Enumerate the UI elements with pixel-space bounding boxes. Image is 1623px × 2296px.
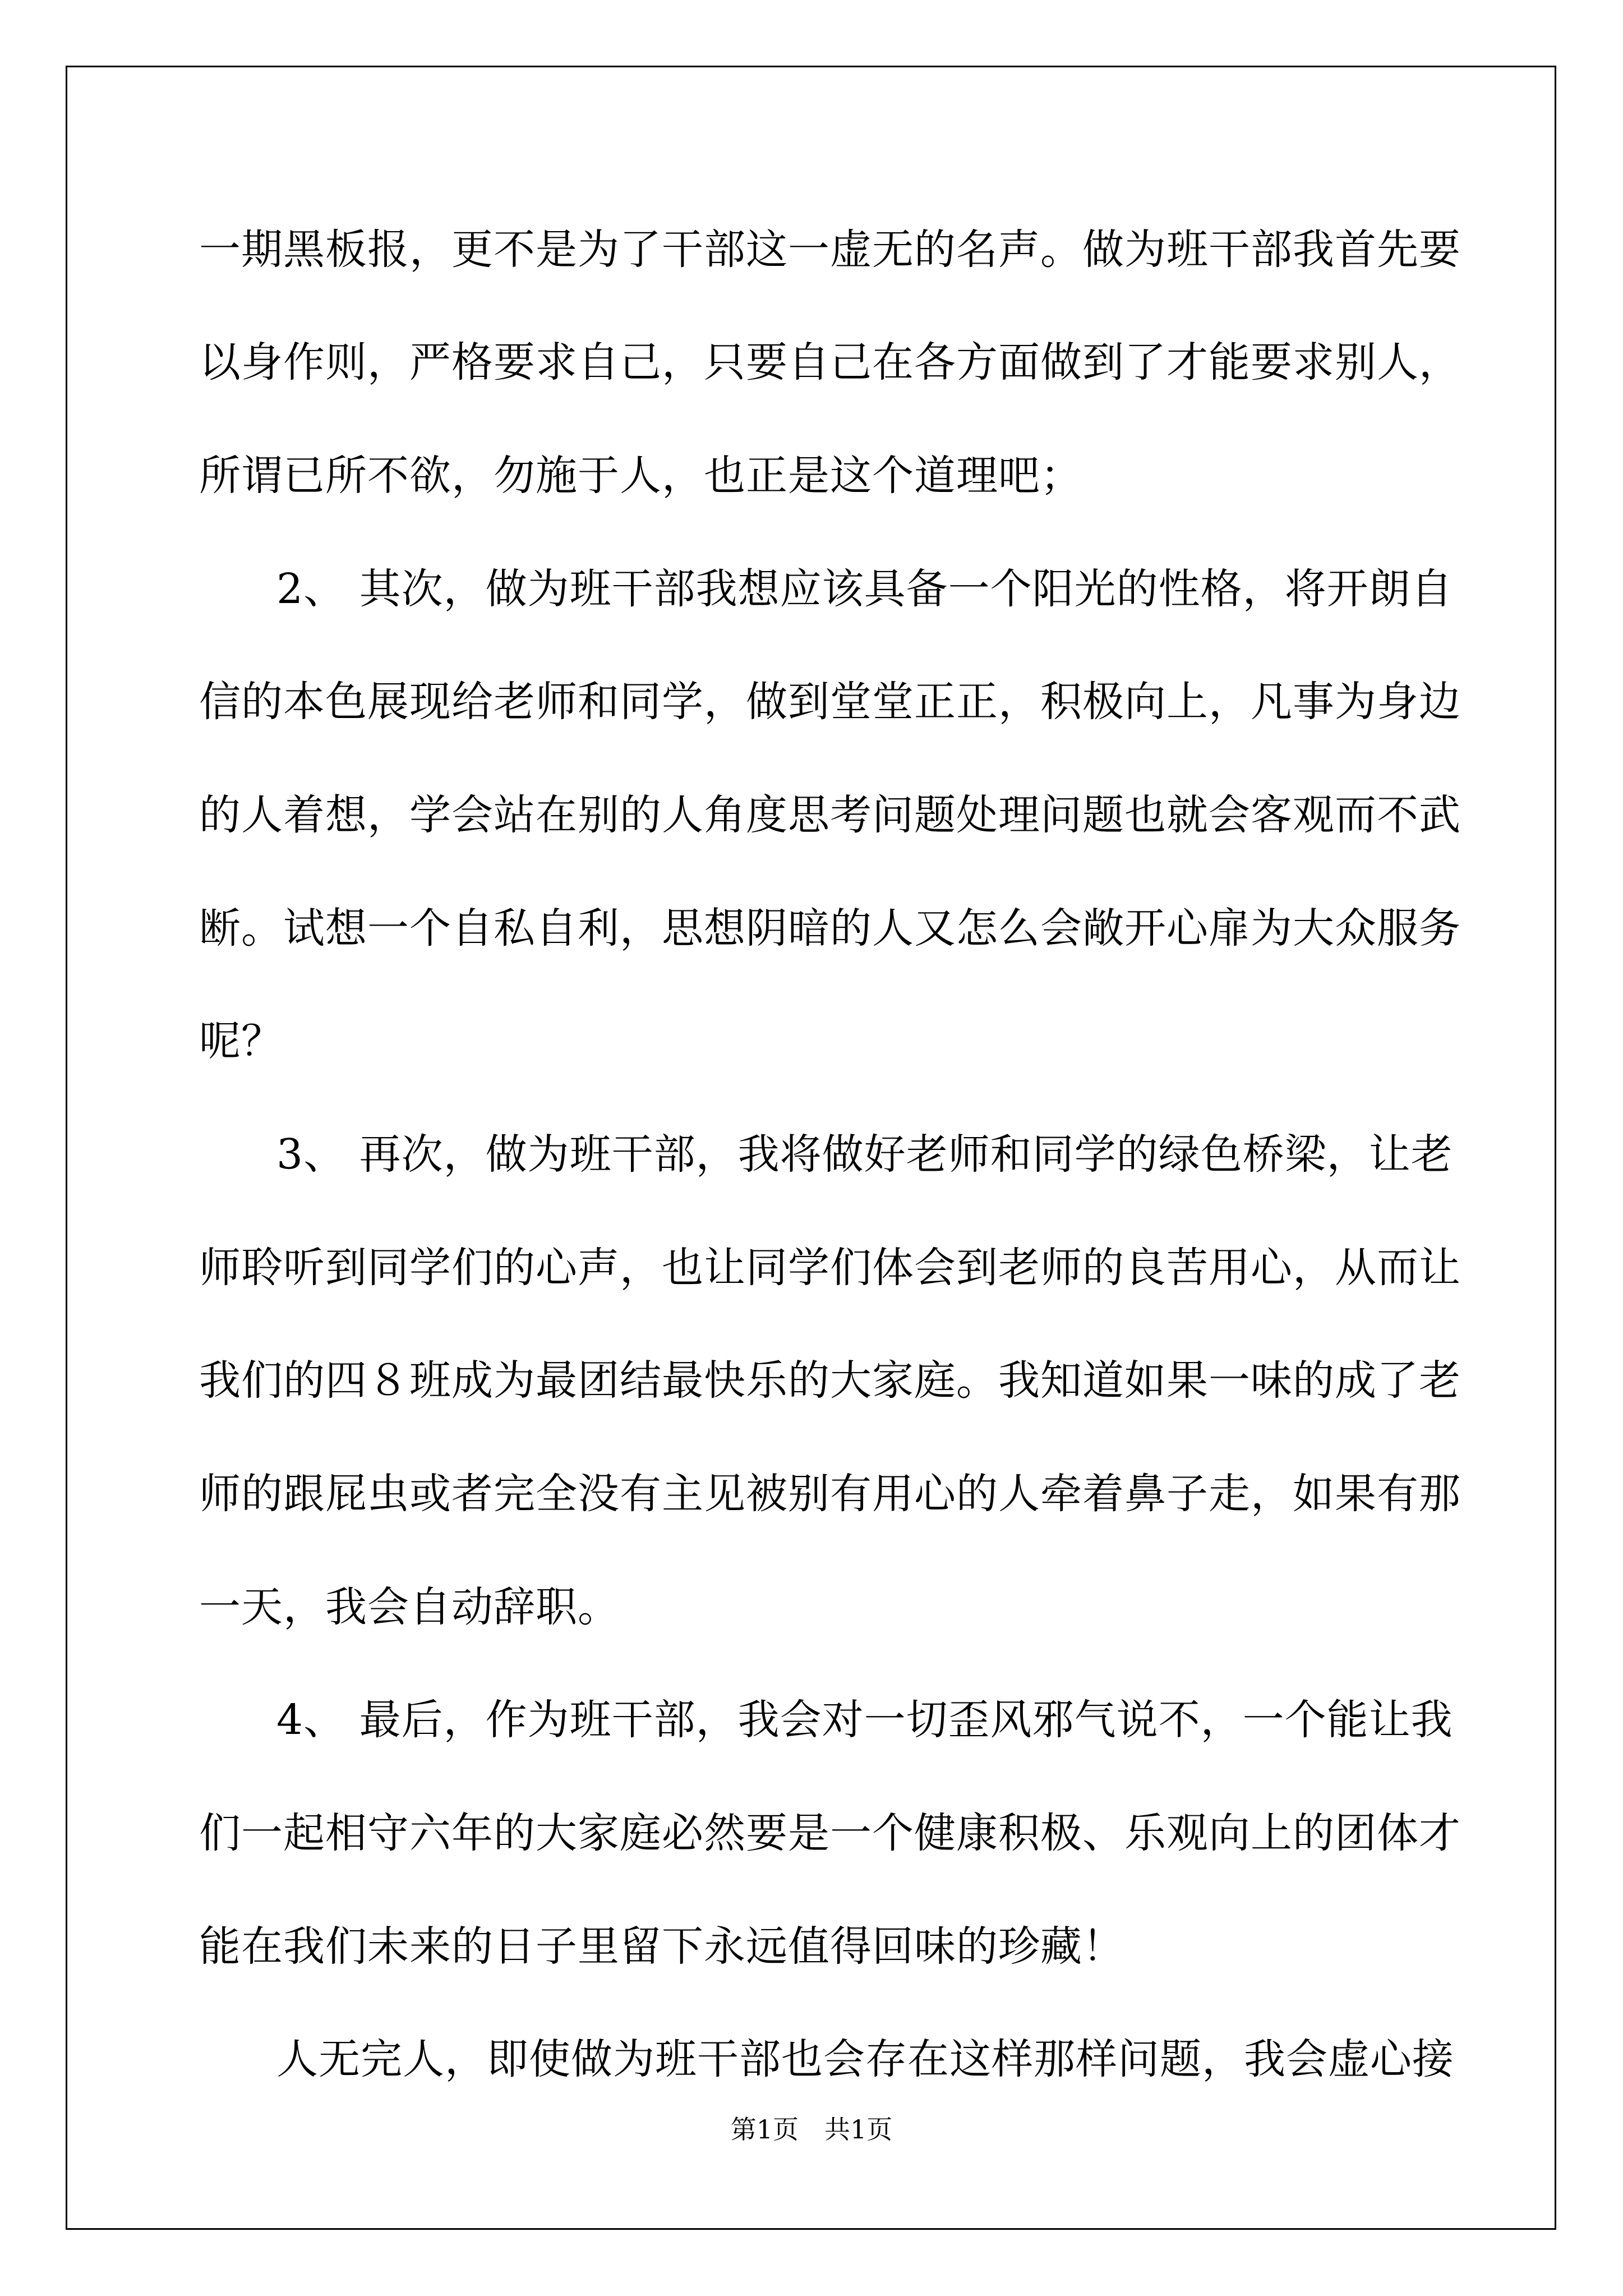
text-line: 一期黑板报，更不是为了干部这一虚无的名声。做为班干部我首先要 <box>199 226 1461 274</box>
text-line: 一天，我会自动辞职。 <box>199 1583 620 1631</box>
text-line: 们一起相守六年的大家庭必然要是一个健康积极、乐观向上的团体才 <box>199 1809 1461 1857</box>
text-line: 断。试想一个自私自利，思想阴暗的人又怎么会敞开心扉为大众服务 <box>199 904 1461 953</box>
text-line: 能在我们未来的日子里留下永远值得回味的珍藏！ <box>199 1922 1124 1971</box>
text-line: 师的跟屁虫或者完全没有主见被别有用心的人牵着鼻子走，如果有那 <box>199 1470 1461 1518</box>
text-line: 信的本色展现给老师和同学，做到堂堂正正，积极向上，凡事为身边 <box>199 678 1461 726</box>
text-line: 我们的四８班成为最团结最快乐的大家庭。我知道如果一味的成了老 <box>199 1356 1461 1405</box>
text-line: 以身作则，严格要求自己，只要自己在各方面做到了才能要求别人， <box>199 338 1461 386</box>
text-line: 师聆听到同学们的心声，也让同学们体会到老师的良苦用心，从而让 <box>199 1244 1461 1292</box>
paragraph-item-2: 2、 其次，做为班干部我想应该具备一个阳光的性格，将开朗自 <box>276 565 1453 613</box>
paragraph-item-4: 4、 最后，作为班干部，我会对一切歪风邪气说不，一个能让我 <box>276 1696 1453 1744</box>
paragraph-item-3: 3、 再次，做为班干部，我将做好老师和同学的绿色桥梁，让老 <box>276 1130 1453 1179</box>
text-line: 所谓已所不欲，勿施于人，也正是这个道理吧； <box>199 452 1082 500</box>
page-footer: 第1页 共1页 <box>730 2114 893 2145</box>
text-line: 呢？ <box>199 1017 283 1065</box>
paragraph-closing: 人无完人，即使做为班干部也会存在这样那样问题，我会虚心接 <box>276 2035 1454 2083</box>
text-line: 的人着想，学会站在别的人角度思考问题处理问题也就会客观而不武 <box>199 791 1461 839</box>
